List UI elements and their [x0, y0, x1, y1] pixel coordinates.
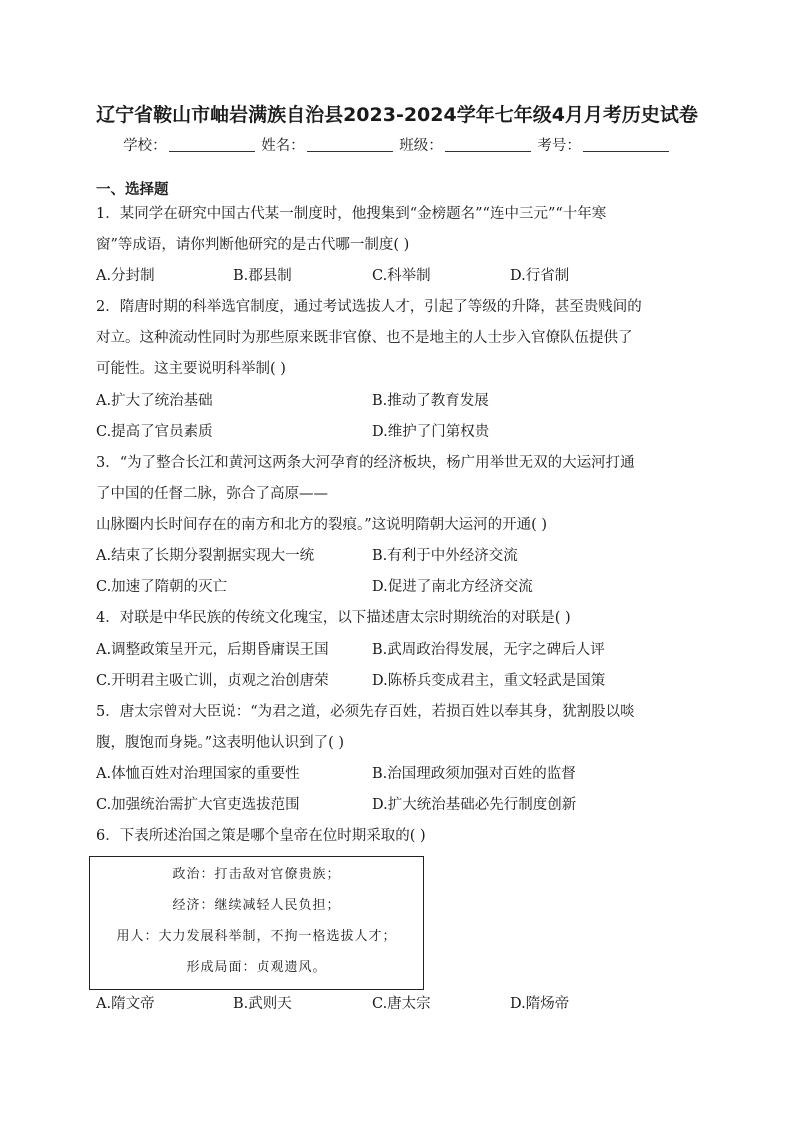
question-1-option-b[interactable]: B.郡县制	[233, 268, 292, 284]
policy-table-row: 政治：打击敌对官僚贵族；	[172, 867, 341, 882]
section-heading: 一、选择题	[96, 182, 169, 198]
question-2-option-a[interactable]: A.扩大了统治基础	[96, 393, 213, 409]
question-4-option-d[interactable]: D.陈桥兵变成君主，重文轻武是国策	[372, 673, 606, 689]
question-2-option-d[interactable]: D.维护了门第权贵	[372, 424, 490, 440]
question-1-line-1: 1．某同学在研究中国古代某一制度时，他搜集到“金榜题名”“连中三元”“十年寒	[96, 206, 607, 222]
school-label: 学校：	[123, 138, 167, 154]
question-2-option-c[interactable]: C.提高了官员素质	[96, 424, 213, 440]
question-2-option-b[interactable]: B.推动了教育发展	[372, 393, 489, 409]
policy-table-row: 用人：大力发展科举制，不拘一格选拔人才；	[116, 929, 397, 944]
question-3-option-b[interactable]: B.有利于中外经济交流	[372, 548, 518, 564]
question-3-option-a[interactable]: A.结束了长期分裂割据实现大一统	[96, 548, 315, 564]
question-3-option-c[interactable]: C.加速了隋朝的灭亡	[96, 579, 228, 595]
exam-title: 辽宁省鞍山市岫岩满族自治县2023-2024学年七年级4月月考历史试卷	[96, 104, 698, 126]
question-2-line-2: 对立。这种流动性同时为那些原来既非官僚、也不是地主的人士步入官僚队伍提供了	[96, 330, 633, 346]
question-3-line-1: 3．“为了整合长江和黄河这两条大河孕育的经济板块，杨广用举世无双的大运河打通	[96, 455, 635, 471]
question-1-option-a[interactable]: A.分封制	[96, 268, 155, 284]
name-label: 姓名：	[261, 138, 305, 154]
question-3-line-3: 山脉圈内长时间存在的南方和北方的裂痕。”这说明隋朝大运河的开通( )	[96, 517, 548, 533]
question-5-line-1: 5．唐太宗曾对大臣说：“为君之道，必须先存百姓，若损百姓以奉其身，犹割股以啖	[96, 704, 635, 720]
student-info-line	[0, 135, 794, 157]
question-5-option-d[interactable]: D.扩大统治基础必先行制度创新	[372, 797, 577, 813]
question-5-option-b[interactable]: B.治国理政须加强对百姓的监督	[372, 766, 576, 782]
question-4-option-c[interactable]: C.开明君主吸亡训，贞观之治创唐荣	[96, 673, 329, 689]
exam-number-label: 考号：	[537, 138, 581, 154]
question-4-option-b[interactable]: B.武周政治得发展，无字之碑后人评	[372, 642, 605, 658]
question-1-option-c[interactable]: C.科举制	[372, 268, 431, 284]
class-blank[interactable]	[445, 137, 531, 152]
question-5-option-a[interactable]: A.体恤百姓对治理国家的重要性	[96, 766, 300, 782]
question-6-option-b[interactable]: B.武则天	[233, 996, 292, 1012]
question-1-option-d[interactable]: D.行省制	[510, 268, 570, 284]
class-label: 班级：	[399, 138, 443, 154]
question-5-option-c[interactable]: C.加强统治需扩大官吏选拔范围	[96, 797, 300, 813]
question-2-line-3: 可能性。这主要说明科举制( )	[96, 361, 286, 377]
question-1-line-2: 窗”等成语，请你判断他研究的是古代哪一制度( )	[96, 237, 410, 253]
question-3-line-2: 了中国的任督二脉，弥合了高原——	[96, 486, 328, 502]
question-6-option-c[interactable]: C.唐太宗	[372, 996, 431, 1012]
policy-table-row: 经济：继续减轻人民负担；	[172, 898, 341, 913]
exam-number-blank[interactable]	[583, 137, 669, 152]
policy-table	[89, 856, 424, 990]
question-6-option-d[interactable]: D.隋炀帝	[510, 996, 570, 1012]
question-3-option-d[interactable]: D.促进了南北方经济交流	[372, 579, 533, 595]
question-4-line-1: 4．对联是中华民族的传统文化瑰宝，以下描述唐太宗时期统治的对联是( )	[96, 610, 571, 626]
name-blank[interactable]	[307, 137, 393, 152]
school-blank[interactable]	[169, 137, 255, 152]
question-2-line-1: 2．隋唐时期的科举选官制度，通过考试选拔人才，引起了等级的升降，甚至贵贱间的	[96, 299, 642, 315]
question-6-line-1: 6．下表所述治国之策是哪个皇帝在位时期采取的( )	[96, 828, 426, 844]
question-4-option-a[interactable]: A.调整政策呈开元，后期昏庸误王国	[96, 642, 329, 658]
question-5-line-2: 腹，腹饱而身毙。”这表明他认识到了( )	[96, 735, 345, 751]
policy-table-row: 形成局面：贞观遗风。	[186, 960, 327, 975]
question-6-option-a[interactable]: A.隋文帝	[96, 996, 155, 1012]
